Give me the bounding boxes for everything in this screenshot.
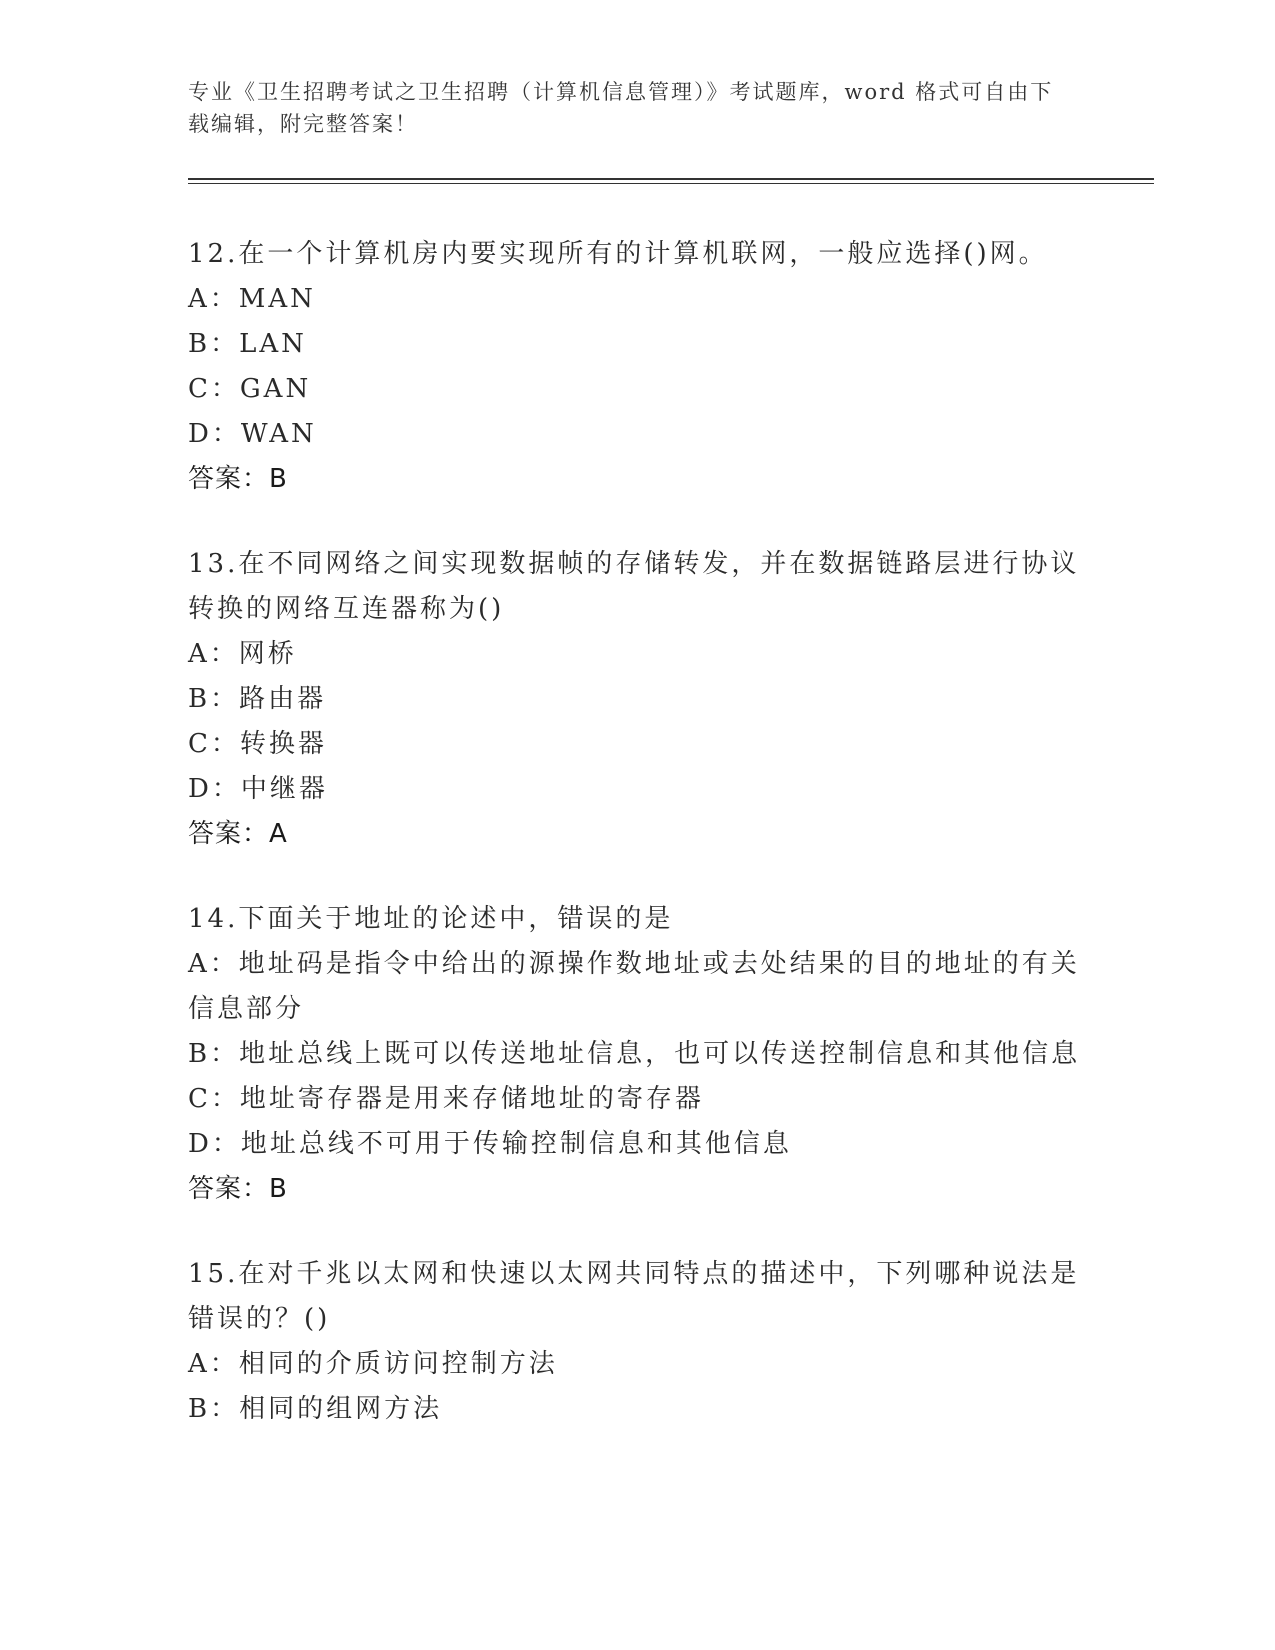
option-a: A：网桥 [188, 639, 297, 669]
option-d: D：中继器 [188, 774, 328, 804]
question-15 [188, 1252, 1088, 1432]
question-13 [188, 542, 1088, 857]
question-stem: 13.在不同网络之间实现数据帧的存储转发，并在数据链路层进行协议转换的网络互连器称为() [188, 549, 1080, 624]
answer-line: 答案：B [188, 464, 288, 494]
option-d: D：地址总线不可用于传输控制信息和其他信息 [188, 1129, 792, 1159]
option-b: B：LAN [188, 329, 307, 359]
option-b: B：路由器 [188, 684, 327, 714]
question-stem: 14.下面关于地址的论述中，错误的是 [188, 904, 674, 934]
header-rule-thin [188, 183, 1154, 184]
option-a: A：地址码是指令中给出的源操作数地址或去处结果的目的地址的有关信息部分 [188, 949, 1080, 1024]
option-d: D：WAN [188, 419, 317, 449]
option-a: A：相同的介质访问控制方法 [188, 1349, 558, 1379]
document-header: 专业《卫生招聘考试之卫生招聘（计算机信息管理）》考试题库，word 格式可自由下载编辑，附完整答案！ [188, 80, 1054, 136]
question-12 [188, 232, 1088, 502]
answer-line: 答案：B [188, 1174, 288, 1204]
question-stem: 12.在一个计算机房内要实现所有的计算机联网，一般应选择()网。 [188, 239, 1048, 269]
option-a: A：MAN [188, 284, 316, 314]
header-rule-thick [188, 178, 1154, 180]
option-c: C：转换器 [188, 729, 327, 759]
question-stem: 15.在对千兆以太网和快速以太网共同特点的描述中，下列哪种说法是错误的？() [188, 1259, 1080, 1334]
option-c: C：地址寄存器是用来存储地址的寄存器 [188, 1084, 704, 1114]
option-c: C：GAN [188, 374, 312, 404]
question-14 [188, 897, 1088, 1212]
option-b: B：地址总线上既可以传送地址信息，也可以传送控制信息和其他信息 [188, 1039, 1081, 1069]
answer-line: 答案：A [188, 819, 288, 849]
option-b: B：相同的组网方法 [188, 1394, 443, 1424]
question-list [188, 232, 1088, 1472]
